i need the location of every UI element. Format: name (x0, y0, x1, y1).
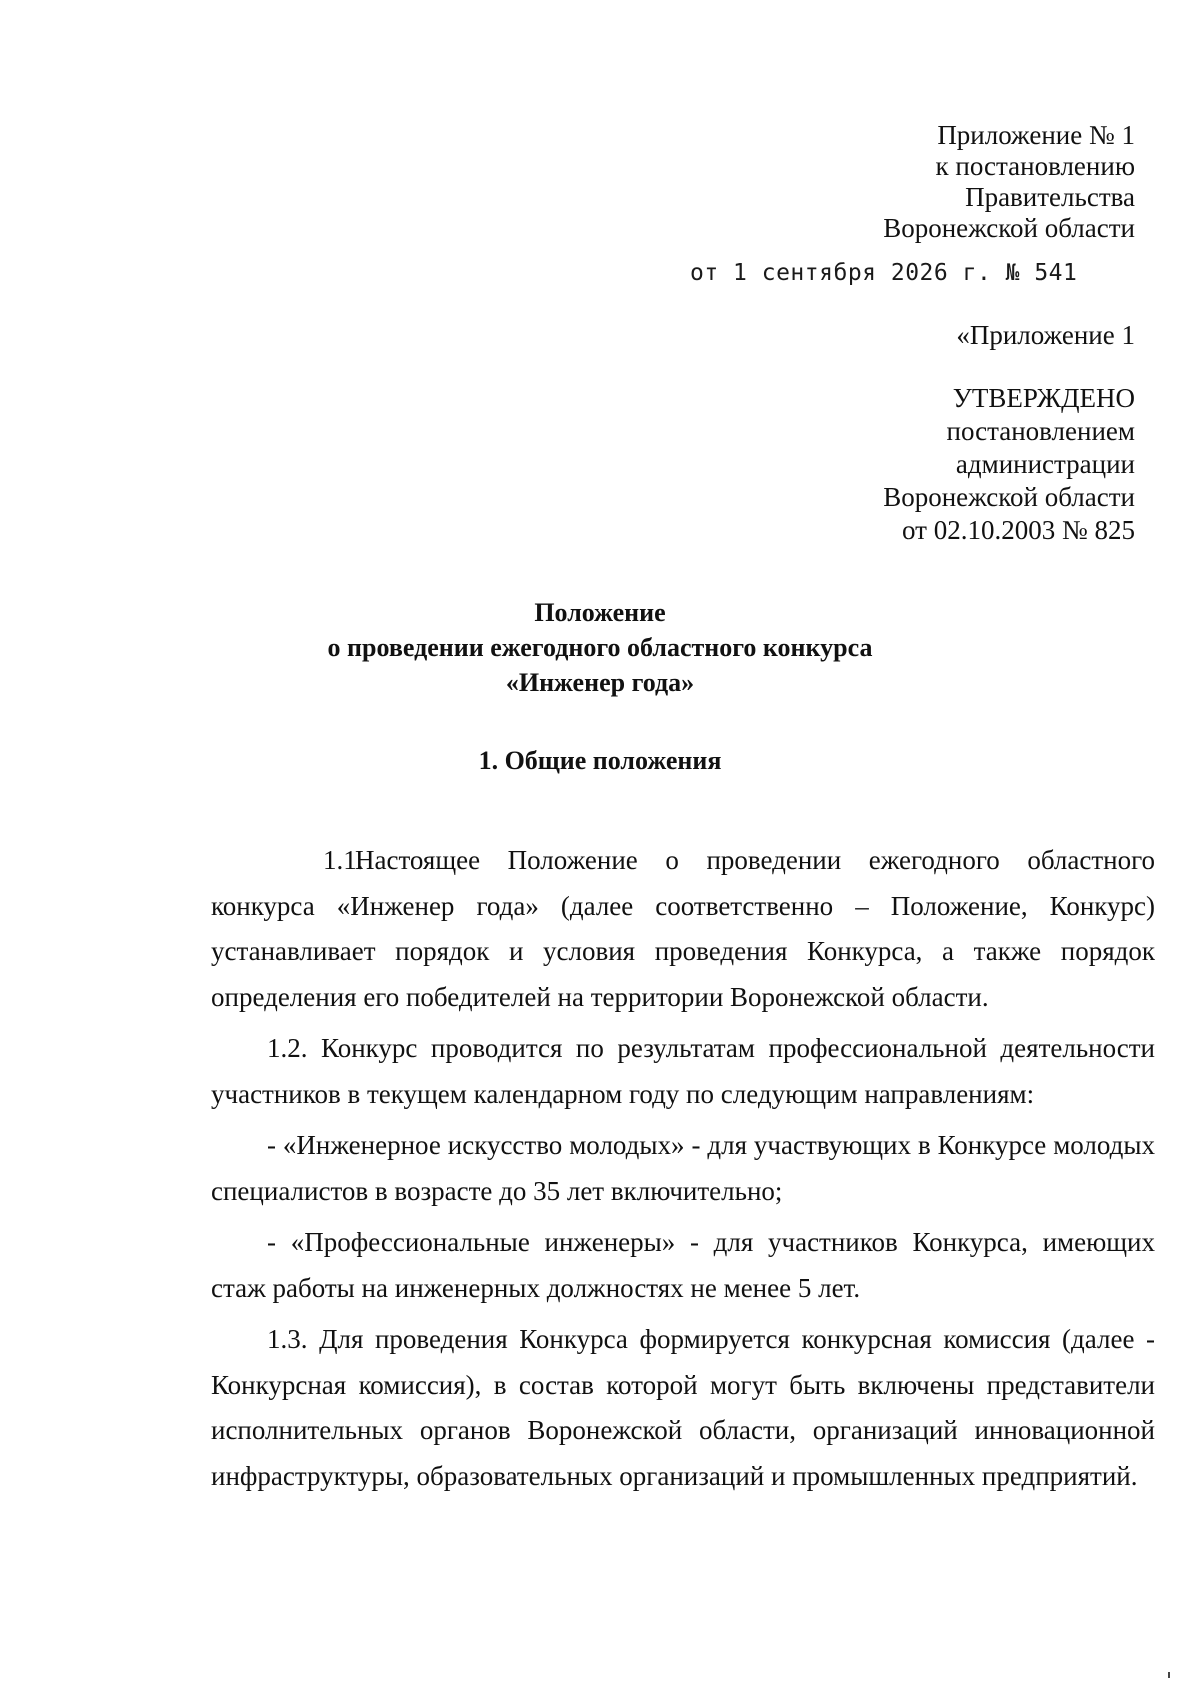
title-line: «Инженер года» (505, 668, 695, 697)
header-line: Приложение № 1 (937, 120, 1135, 150)
header-line: Правительства (965, 182, 1135, 212)
appendix-label: «Приложение 1 (956, 320, 1135, 350)
resolution-date: от 1 сентября 2026 г. № 541 (690, 260, 1078, 286)
approved-line: администрации (955, 449, 1135, 479)
paragraph: 1.3. Для проведения Конкурса формируется конкурсная комиссия (далее - Конкурсная комиссия), в состав которой могут быть включены представители исполнительных органов Воронежской области, организаций инновационной инфраструктуры, образовательных организаций и промышленных предприятий. (211, 1324, 1155, 1491)
header-line: к постановлению (935, 151, 1135, 181)
approved-line: Воронежской области (883, 482, 1135, 512)
paragraph: 1.2. Конкурс проводится по результатам профессиональной деятельности участников в текущем календарном году по следующим направлениям: (211, 1033, 1155, 1109)
body-text (211, 838, 1155, 1499)
paragraph (211, 838, 1155, 1020)
paragraph-number: 1.1. (323, 845, 364, 875)
scan-artifact (1168, 1672, 1170, 1678)
approved-line: от 02.10.2003 № 825 (902, 515, 1135, 545)
approval-stamp-text (883, 382, 1135, 547)
approved-line: УТВЕРЖДЕНО (952, 383, 1135, 413)
approved-line: постановлением (946, 416, 1135, 446)
header-line: Воронежской области (883, 213, 1135, 243)
title-line: Положение (534, 598, 666, 627)
document-title (0, 595, 1200, 700)
appendix-header (883, 120, 1135, 244)
paragraph: - «Профессиональные инженеры» - для участников Конкурса, имеющих стаж работы на инженерных должностях не менее 5 лет. (211, 1227, 1155, 1303)
title-line: о проведении ежегодного областного конкурса (327, 633, 873, 662)
paragraph-text: Настоящее Положение о проведении ежегодного областного конкурса «Инженер года» (далее соответственно – Положение, Конкурс) устанавливает порядок и условия проведения Конкурса, а также порядок определения его победителей на территории Воронежской области. (211, 845, 1155, 1012)
paragraph: - «Инженерное искусство молодых» - для участвующих в Конкурсе молодых специалистов в возрасте до 35 лет включительно; (211, 1130, 1155, 1206)
section-heading: 1. Общие положения (478, 746, 722, 775)
